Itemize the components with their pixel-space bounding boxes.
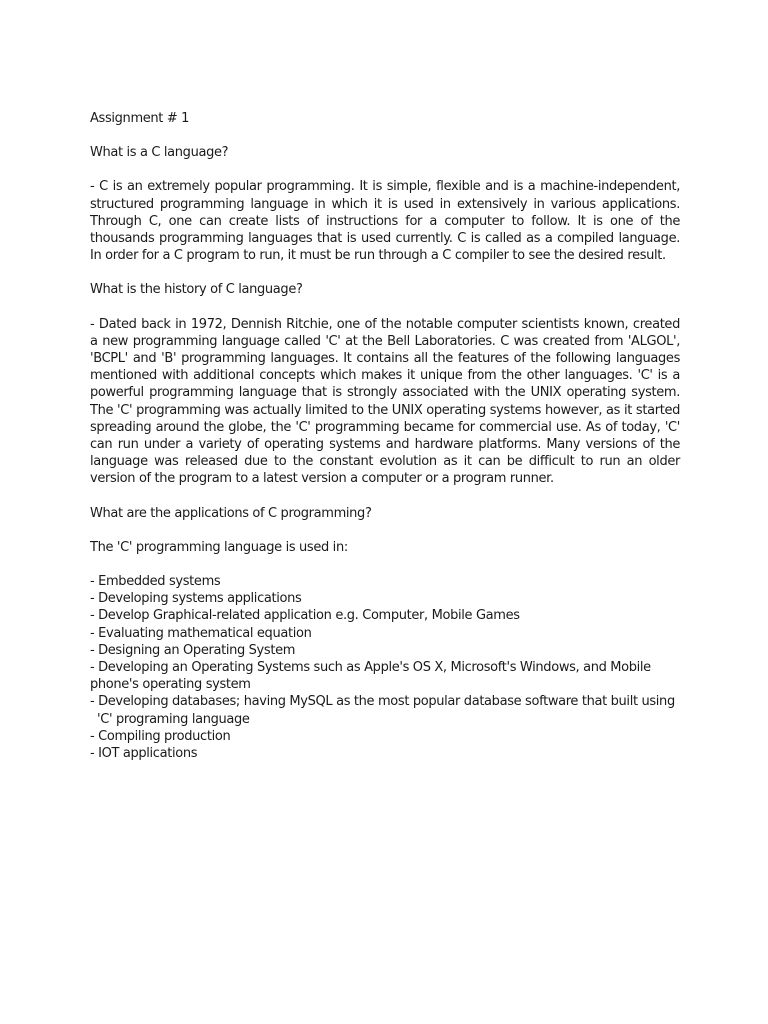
- assignment-title: Assignment # 1: [90, 111, 190, 126]
- question-applications-of-c: What are the applications of C programming?: [90, 505, 372, 521]
- list-item: - Evaluating mathematical equation: [90, 625, 312, 641]
- answer-what-is-c: - C is an extremely popular programming. It is simple, flexible and is a machine-independent, structured programming language in which it is used in extensively in various applications. Through C, one can create lists of instructions for a computer to follow. It is one of the thousands programming languages that is used currently. C is called as a compiled language. In order for a C program to run, it must be run through a C compiler to see the desired result.: [90, 179, 680, 264]
- list-item-continuation: 'C' programing language: [97, 711, 250, 727]
- question-history-of-c: What is the history of C language?: [90, 282, 303, 298]
- list-item: - Developing systems applications: [90, 591, 302, 607]
- list-item: - Developing databases; having MySQL as the most popular database software that built using: [90, 694, 675, 710]
- list-item: - Compiling production: [90, 728, 231, 744]
- list-item: - IOT applications: [90, 746, 198, 762]
- applications-intro: The 'C' programming language is used in:: [90, 539, 348, 555]
- answer-history-of-c: - Dated back in 1972, Dennish Ritchie, one of the notable computer scientists known, created a new programming language called 'C' at the Bell Laboratories. C was created from 'ALGOL', 'BCPL' and 'B' programming languages. It contains all the features of the following languages mentioned with additional concepts which makes it unique from the other languages. 'C' is a powerful programming language that is strongly associated with the UNIX operating system. The 'C' programming was actually limited to the UNIX operating systems however, as it started spreading around the globe, the 'C' programming became for commercial use. As of today, 'C' can run under a variety of operating systems and hardware platforms. Many versions of the language was released due to the constant evolution as it can be difficult to run an older version of the program to a latest version a computer or a program runner.: [90, 316, 680, 487]
- document-page: [90, 110, 680, 762]
- list-item: - Developing an Operating Systems such as Apple's OS X, Microsoft's Windows, and Mobile phone's operating system: [90, 660, 651, 693]
- list-item: - Designing an Operating System: [90, 642, 296, 658]
- list-item: - Embedded systems: [90, 574, 221, 590]
- question-what-is-c: What is a C language?: [90, 145, 229, 161]
- applications-list: [90, 573, 680, 762]
- list-item: - Develop Graphical-related application e.g. Computer, Mobile Games: [90, 608, 520, 624]
